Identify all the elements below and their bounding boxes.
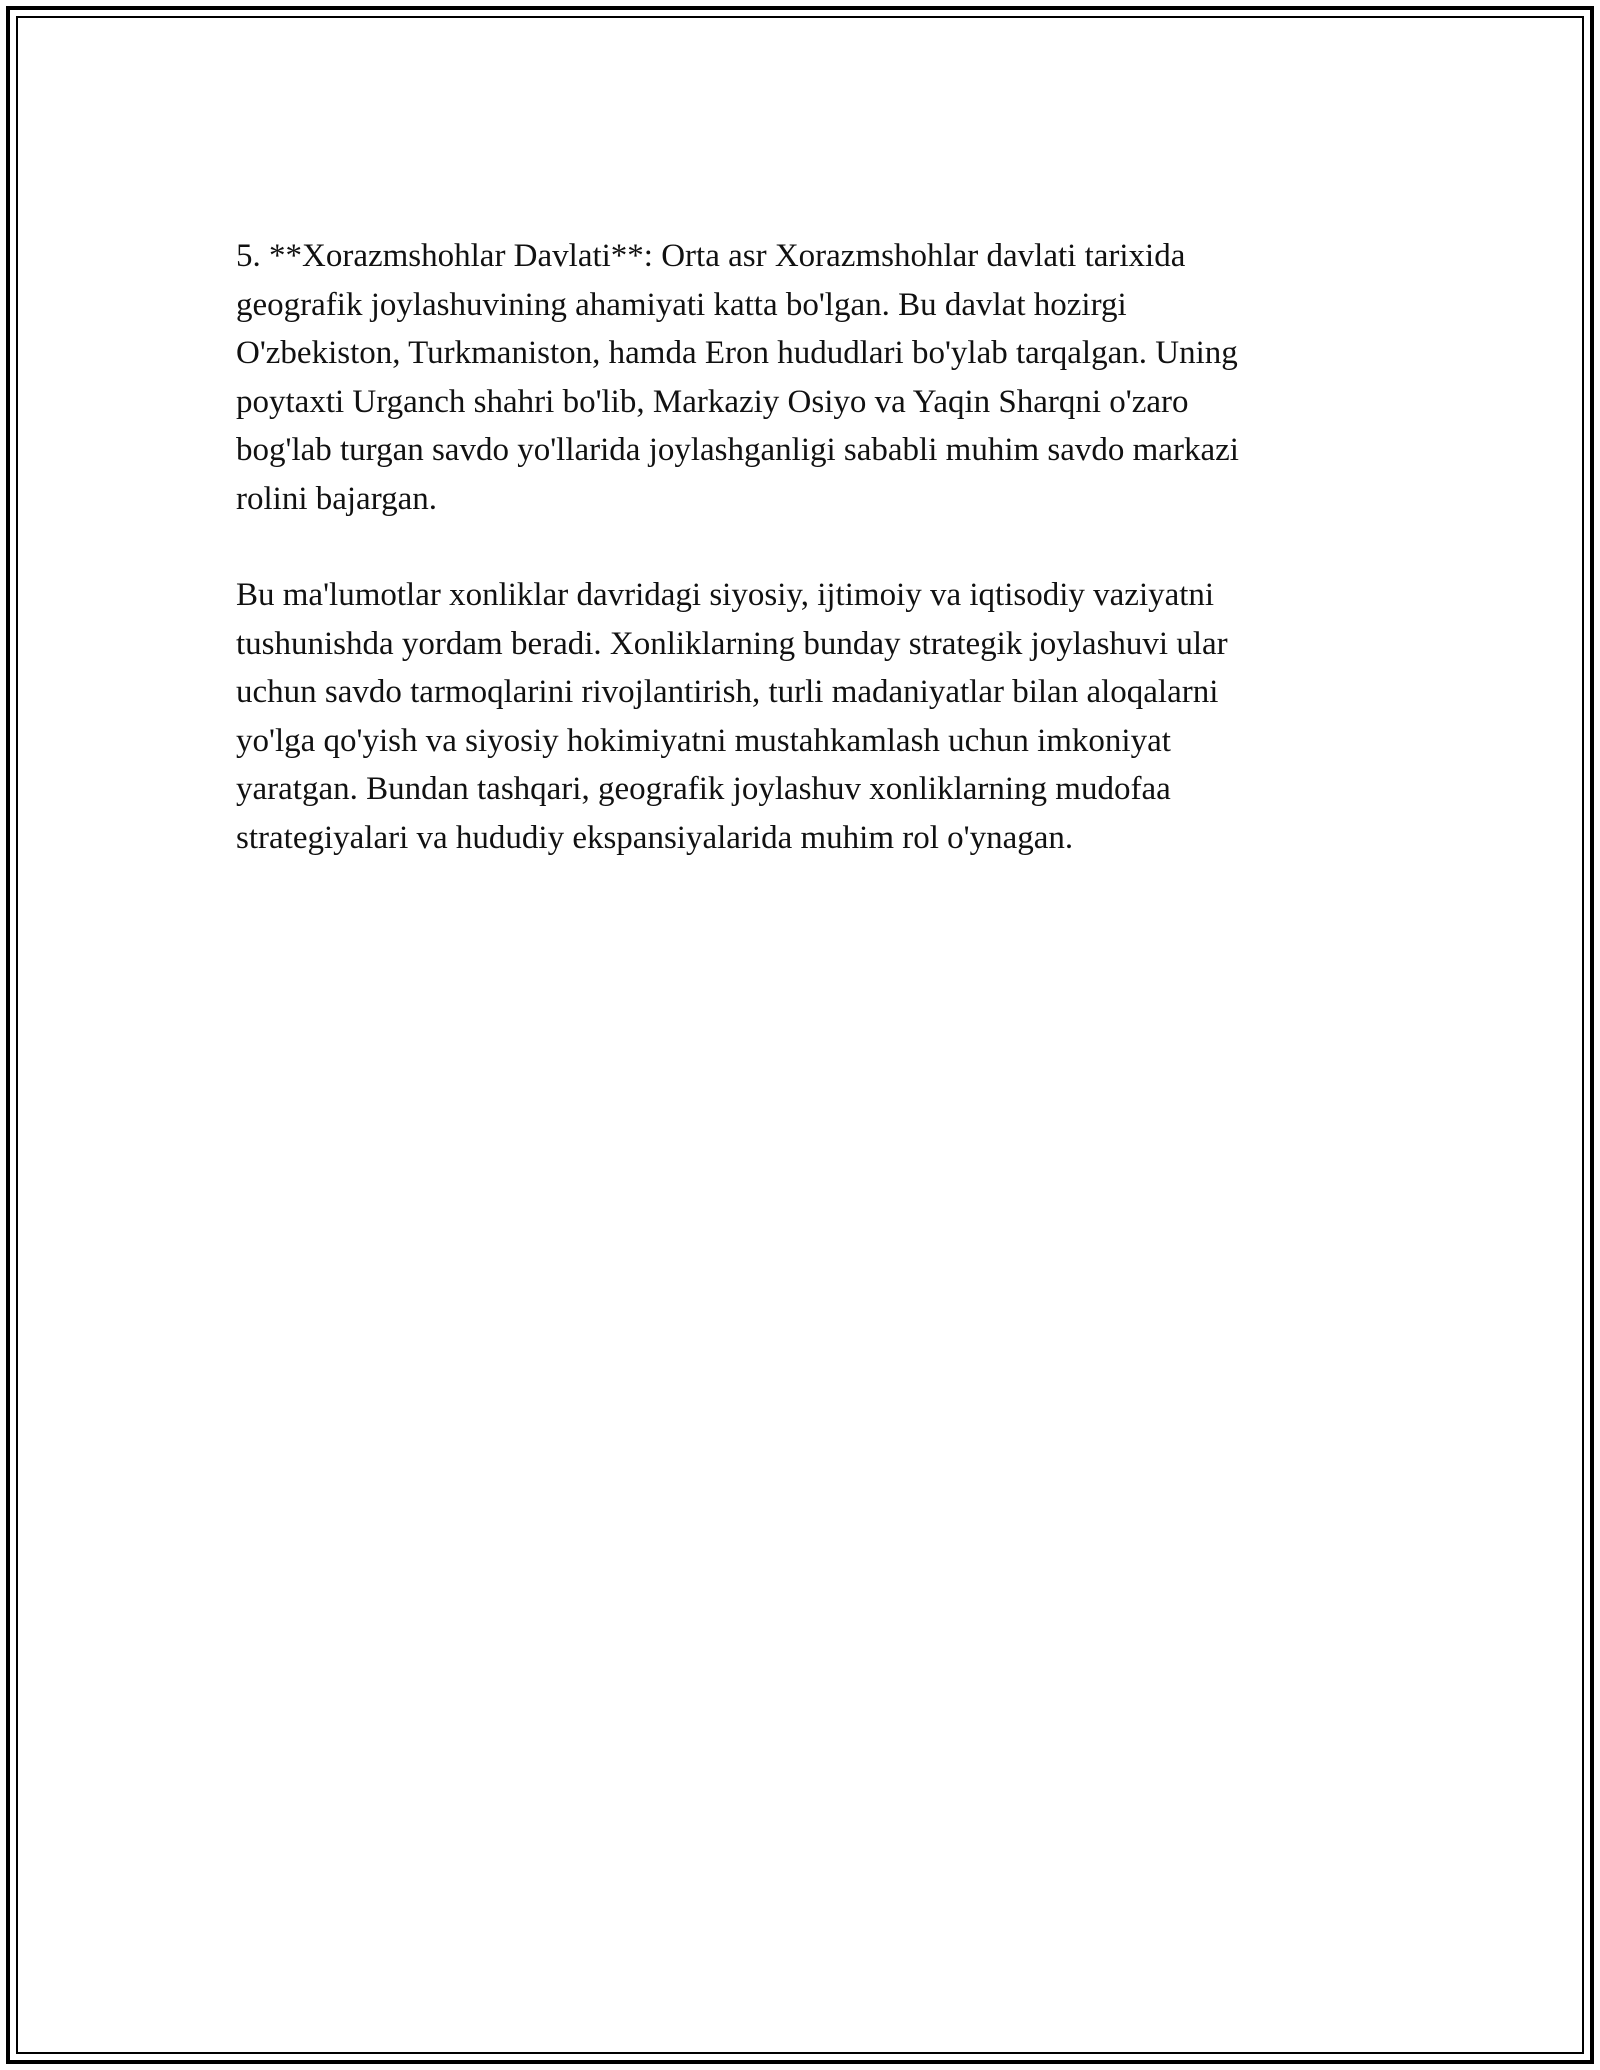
document-body: [236, 232, 1366, 862]
paragraph-xorazmshohlar-davlati: 5. **Xorazmshohlar Davlati**: Orta asr Xorazmshohlar davlati tarixida geografik joylashuvining ahamiyati katta bo'lgan. Bu davlat hozirgi O'zbekiston, Turkmaniston, hamda Eron hududlari bo'ylab tarqalgan. Uning poytaxti Urganch shahri bo'lib, Markaziy Osiyo va Yaqin Sharqni o'zaro bog'lab turgan savdo yo'llarida joylashganligi sababli muhim savdo markazi rolini bajargan.: [236, 238, 1239, 517]
paragraph-summary: Bu ma'lumotlar xonliklar davridagi siyosiy, ijtimoiy va iqtisodiy vaziyatni tushunishda yordam beradi. Xonliklarning bunday strategik joylashuvi ular uchun savdo tarmoqlarini rivojlantirish, turli madaniyatlar bilan aloqalarni yo'lga qo'yish va siyosiy hokimiyatni mustahkamlash uchun imkoniyat yaratgan. Bundan tashqari, geografik joylashuv xonliklarning mudofaa strategiyalari va hududiy ekspansiyalarida muhim rol o'ynagan.: [236, 577, 1228, 856]
